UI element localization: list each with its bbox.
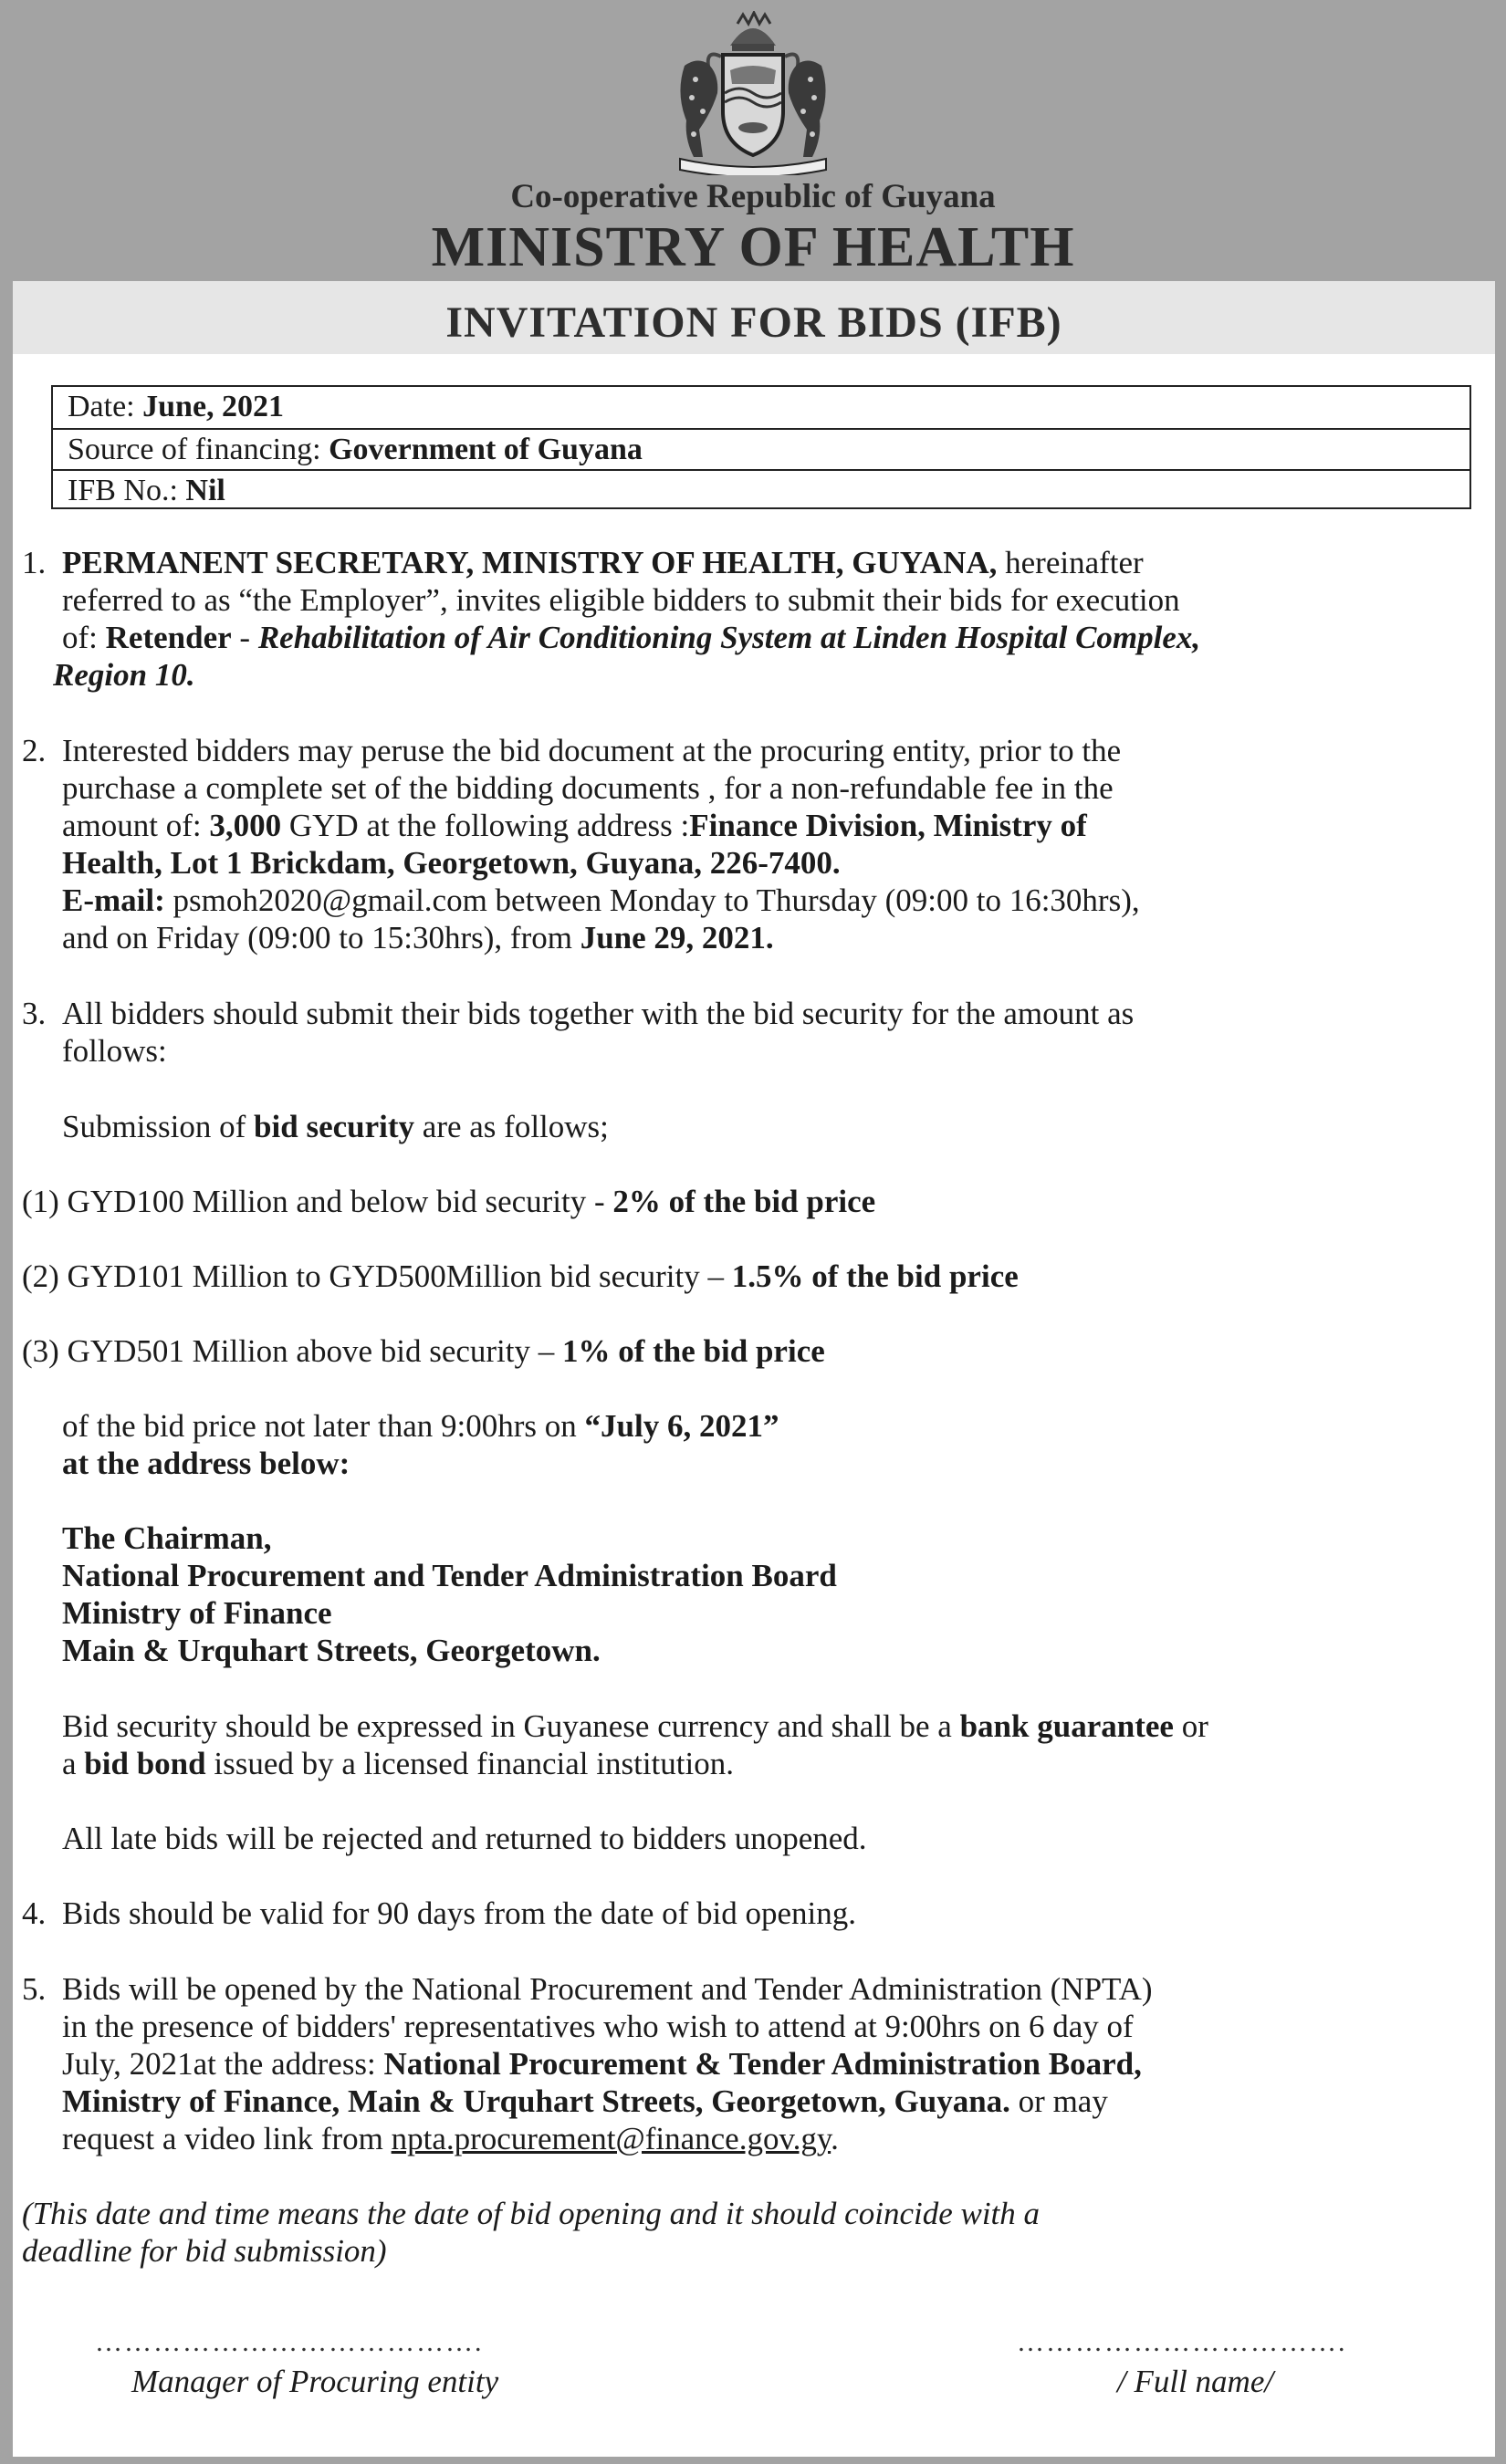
security-tier-2: (2) GYD101 Million to GYD500Million bid security – 1.5% of the bid price	[22, 1258, 1019, 1294]
security-tier-3: (3) GYD501 Million above bid security – 1% of the bid price	[22, 1333, 825, 1369]
signature-label-right: / Full name/	[1117, 2364, 1274, 2399]
section-5-line-5: request a video link from npta.procurement@finance.gov.gy.	[62, 2121, 839, 2156]
ifb-number-row: IFB No.: Nil	[53, 469, 1469, 510]
section-1-line-3: of: Retender - Rehabilitation of Air Conditioning System at Linden Hospital Complex,	[62, 620, 1201, 655]
section-2-line-5: E-mail: psmoh2020@gmail.com between Monday to Thursday (09:00 to 16:30hrs),	[62, 882, 1140, 918]
signature-line-left: ………………………………….	[95, 2327, 484, 2357]
financing-value: Government of Guyana	[329, 433, 643, 466]
address-line-3: Ministry of Finance	[62, 1595, 332, 1631]
section-number: 2.	[22, 733, 47, 768]
section-3-line-2: follows:	[62, 1033, 167, 1069]
section-5-line-4: Ministry of Finance, Main & Urquhart Streets, Georgetown, Guyana. or may	[62, 2083, 1108, 2119]
npta-email-link[interactable]: npta.procurement@finance.gov.gy	[391, 2121, 831, 2156]
section-3-line-1: All bidders should submit their bids together with the bid security for the amount as	[62, 996, 1135, 1031]
section-2-line-3: amount of: 3,000 GYD at the following address :Finance Division, Ministry of	[62, 808, 1087, 843]
bid-security-line-1: Bid security should be expressed in Guyanese currency and shall be a bank guarantee or	[62, 1708, 1208, 1744]
date-value: June, 2021	[142, 390, 285, 423]
note-line-1: (This date and time means the date of bid opening and it should coincide with a	[22, 2196, 1041, 2231]
section-5-line-2: in the presence of bidders' representatives who wish to attend at 9:00hrs on 6 day of	[62, 2009, 1134, 2044]
financing-row: Source of financing: Government of Guyana	[53, 428, 1469, 469]
notice-title: INVITATION FOR BIDS (IFB)	[445, 298, 1062, 347]
info-table	[51, 385, 1471, 509]
title-band	[13, 281, 1495, 354]
section-1-line-2: referred to as “the Employer”, invites eligible bidders to submit their bids for execution	[62, 582, 1180, 618]
section-number: 4.	[22, 1895, 47, 1931]
ifb-number-value: Nil	[185, 474, 225, 507]
address-line-2: National Procurement and Tender Administration Board	[62, 1558, 837, 1593]
section-number: 5.	[22, 1971, 47, 2007]
signature-label-left: Manager of Procuring entity	[131, 2364, 499, 2399]
country-name: Co-operative Republic of Guyana	[510, 178, 996, 215]
notice-body	[13, 281, 1495, 2457]
header	[0, 0, 1506, 283]
section-1-line-1: PERMANENT SECRETARY, MINISTRY OF HEALTH, GUYANA, hereinafter	[62, 545, 1144, 580]
signature-line-right: …………………………….	[1017, 2327, 1347, 2357]
deadline-line: of the bid price not later than 9:00hrs on “July 6, 2021”	[62, 1408, 779, 1444]
bid-security-intro: Submission of bid security are as follows;	[62, 1109, 609, 1144]
section-5-line-1: Bids will be opened by the National Procurement and Tender Administration (NPTA)	[62, 1971, 1153, 2007]
date-row: Date: June, 2021	[68, 390, 285, 423]
bid-security-line-2: a bid bond issued by a licensed financial institution.	[62, 1746, 734, 1781]
section-2-line-1: Interested bidders may peruse the bid document at the procuring entity, prior to the	[62, 733, 1122, 768]
address-line-1: The Chairman,	[62, 1520, 272, 1556]
address-line-4: Main & Urquhart Streets, Georgetown.	[62, 1633, 601, 1668]
section-2-line-6: and on Friday (09:00 to 15:30hrs), from June 29, 2021.	[62, 920, 774, 955]
ministry-name: MINISTRY OF HEALTH	[431, 216, 1075, 278]
section-number: 3.	[22, 996, 47, 1031]
deadline-address-label: at the address below:	[62, 1446, 350, 1481]
section-2-line-2: purchase a complete set of the bidding documents , for a non-refundable fee in the	[62, 770, 1114, 806]
section-5-line-3: July, 2021at the address: National Procurement & Tender Administration Board,	[62, 2046, 1142, 2082]
section-2-line-4: Health, Lot 1 Brickdam, Georgetown, Guyana, 226-7400.	[62, 845, 841, 881]
coat-of-arms-icon	[666, 11, 840, 175]
security-tier-1: (1) GYD100 Million and below bid security - 2% of the bid price	[22, 1184, 876, 1219]
section-4-line-1: Bids should be valid for 90 days from the date of bid opening.	[62, 1895, 856, 1931]
late-bids-line: All late bids will be rejected and returned to bidders unopened.	[62, 1821, 867, 1856]
section-number: 1.	[22, 545, 47, 580]
section-1-line-4: Region 10.	[53, 657, 195, 693]
note-line-2: deadline for bid submission)	[22, 2233, 387, 2269]
